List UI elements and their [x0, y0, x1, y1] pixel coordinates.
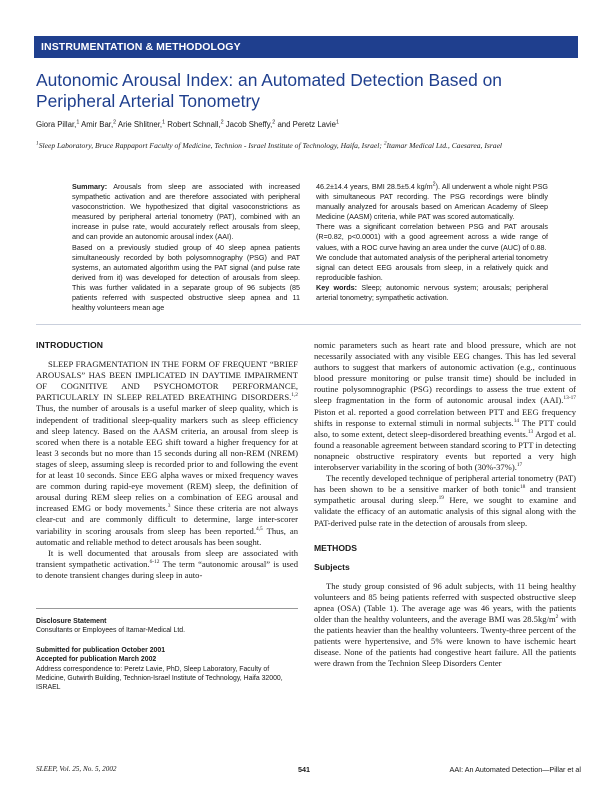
affiliations: $^1$Sleep Laboratory, Bruce Rappaport Faculty of Medicine, Technion - Israel Institute of Technology, Haifa, Israel; $^2$Itamar Medical Ltd., Caesarea, Israel [36, 140, 503, 150]
body-left-column [36, 340, 298, 581]
author: Giora Pillar, [36, 120, 77, 129]
abstract-summary: Summary: Arousals from sleep are associated with increased sympathetic activation and are therefore associated with peripheral vasoconstriction. We hypothesized that digital vasoconstrictions as measured by peripheral arterial tonometry (PAT), combined with an increase in pulse rate, would accurately reflect arousals from sleep, and can provide an autonomic arousal index (AAI). [72, 182, 301, 242]
accepted-date: Accepted for publication March 2002 [36, 656, 157, 664]
disclosure-heading: Disclosure Statement [36, 618, 107, 625]
running-title: AAI: An Automated Detection—Pillar et al [449, 765, 581, 774]
abstract-box [36, 174, 581, 325]
abstract-right-column [316, 182, 548, 303]
body-right-column [314, 340, 576, 670]
author: Arie Shlitner, [117, 120, 163, 129]
abstract-conclusion: We conclude that automated analysis of the peripheral arterial tonometry signal can detect EEG arousals from sleep, in a relatively quick and reproducible fashion. [316, 252, 548, 282]
abstract-left-column [72, 182, 300, 313]
article-title: Autonomic Arousal Index: an Automated Detection Based on Peripheral Arterial Tonometry [36, 70, 502, 111]
subjects-subheading: Subjects [314, 561, 350, 572]
methods-paragraph: The study group consisted of 96 adult subjects, with 11 being healthy volunteers and 85 being patients referred with suspected obstructive sleep apnea (OSA) (Table 1). The average age was 46 years, with the patients older than the healthy volunteers, and the average BMI was $28.5kg/m^2$ with the patients heavier than the healthy volunteers. Twenty-three percent of the patients were hypertensive, and 5% were known to have ischemic heart disease. None of the patients had congestive heart failure. All the patients were drawn from the Technion Sleep Disorders Center [314, 580, 576, 669]
submitted-date: Submitted for publication October 2001 [36, 646, 166, 654]
correspondence-address: Address correspondence to: Peretz Lavie, PhD, Sleep Laboratory, Faculty of Medicine, Gutwirth Building, Technion-Israel Institute of Technology, Haifa 32000, ISRAEL [36, 665, 283, 692]
footnotes [36, 608, 298, 693]
author: Jacob Sheffy, [225, 120, 273, 129]
disclosure-text: Consultants or Employees of Itamar-Medical Ltd. [36, 627, 185, 635]
intro-paragraph: The recently developed technique of peripheral arterial tonometry (PAT) has been shown to be a sensitive marker of both tonic$^{18}$ and transient sympathetic arousal during sleep.$^{19}$ Here, we sought to examine and validate the efficacy of an automatic analysis of this signal along with the PAT-derived pulse rate in the detection of arousals from sleep. [314, 473, 576, 528]
intro-paragraph: It is well documented that arousals from sleep are associated with transient sympathetic activation.$^{6-12}$ The term “autonomic arousal” is used to denote transient changes during sleep in auto- [36, 547, 298, 580]
abstract-methods: Based on a previously studied group of 40 sleep apnea patients simultaneously recorded by both polysomnography (PSG) and PAT systems, an automated algorithm using the PAT signal (and pulse rate derived from it) was developed for detection of arousals from sleep. This was further validated in a separate group of 96 subjects (85 patients referred with suspected obstructive sleep apnea and 11 healthy volunteers mean age [72, 242, 300, 313]
journal-citation: SLEEP, Vol. 25, No. 5, 2002 [36, 765, 117, 773]
keywords: Key words: Sleep; autonomic nervous system; arousals; peripheral arterial tonometry; sympathetic activation. [316, 282, 548, 303]
abstract-results: There was a significant correlation between PSG and PAT arousals (R=0.82, p<0.0001) with a good agreement across a wide range of values, with a ROC curve having an area under the curve (AUC) of 0.88. [316, 222, 548, 252]
page-footer [36, 765, 581, 777]
methods-heading: METHODS [314, 542, 357, 553]
abstract-subjects: 46.2±14.4 years, BMI 28.5±5.4 $kg/m^2$). All underwent a whole night PSG with simultaneous PAT recording. The PSG recordings were blindly manually analyzed for arousals based on American Academy of Sleep Medicine (AASM) criteria, while PAT was scored automatically. [316, 181, 548, 222]
intro-paragraph: nomic parameters such as heart rate and blood pressure, which are not necessarily associated with any visible EEG changes. This has led several authors to suggest that markers of autonomic activation (e.g., continuous blood pressure monitoring or pulse transit time) should be included in routine polysomnographic (PSG) recordings to assess the true extent of sleep fragmentation in the form of autonomic arousal index (AAI).$^{13-17}$ Piston et al. reported a good correlation between PTT and EEG frequency shifts in response to external stimuli in normal subjects.$^{14}$ The PTT could also, to some extent, detect sleep-disordered breathing events.$^{13}$ Argod et al. found a reasonable agreement between standard scoring to PTT in detecting nonapneic obstructive respiratory events but reported a very high interobserver variability in the scoring of both (30%-37%).$^{17}$ [314, 340, 576, 473]
section-label: INSTRUMENTATION & METHODOLOGY [41, 41, 241, 53]
author-list: Giora Pillar,$^1$ Amir Bar,$^2$ Arie Shlitner,$^1$ Robert Schnall,$^2$ Jacob Sheffy,$^2$ and Peretz Lavie$^1$ [36, 119, 339, 129]
author: Robert Schnall, [167, 120, 221, 129]
intro-heading: INTRODUCTION [36, 340, 104, 350]
page-number: 541 [298, 765, 310, 774]
author: Amir Bar, [81, 120, 114, 129]
intro-paragraph: SLEEP FRAGMENTATION IN THE FORM OF FREQUENT “BRIEF AROUSALS” HAS BEEN IMPLICATED IN DAYTIME IMPAIRMENT OF COGNITIVE AND PSYCHOMOTOR PERFORMANCE, PARTICULARLY IN SLEEP RELATED BREATHING DISORDERS.$^{1,2}$ Thus, the number of arousals is a useful marker of sleep quality, which is independent of traditional sleep-quality markers such as sleep efficiency and sleep latency. Based on the AASM criteria, an arousal from sleep is scored when there is a notable EEG shift toward a higher frequency for at least 3 seconds but no more than 15 seconds during all non-REM (NREM) stages of sleep, assuming sleep is recorded prior to and following the event for at least 10 seconds. Since EEG alpha waves or mixed frequency waves are common during rapid-eye movement (REM) sleep, the definition of arousal during REM sleep relies on a combination of EEG arousal and increased EMG or body movements.$^3$ Since these criteria are not always clear-cut and are commonly difficult to determine, large inter-scorer variability in scoring arousals from sleep has been reported.$^{4,5}$ Thus, an automatic and reliable method to detect arousals has been sought. [36, 359, 298, 547]
section-banner [34, 36, 578, 58]
author: and Peretz Lavie [277, 120, 336, 129]
